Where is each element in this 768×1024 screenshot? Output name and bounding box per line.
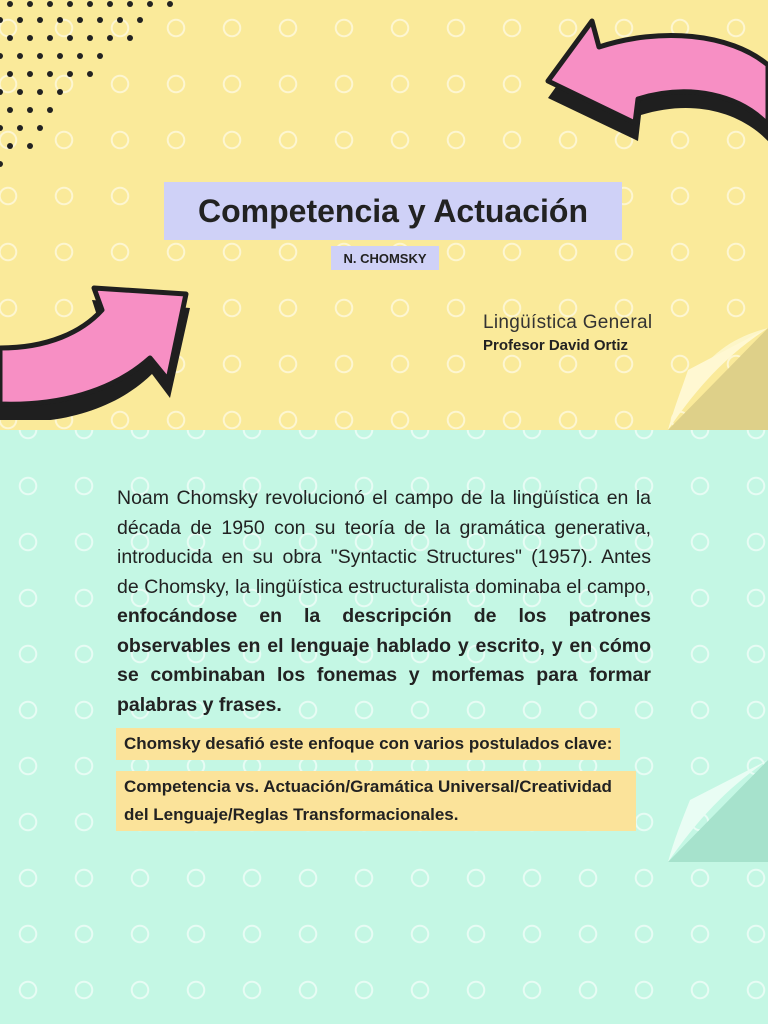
page-title: Competencia y Actuación — [197, 192, 588, 229]
intro-paragraph — [117, 484, 651, 720]
folded-paper-corner-icon — [660, 328, 768, 430]
professor-name: Profesor David Ortiz — [483, 337, 629, 354]
curved-arrow-top-right-icon — [520, 15, 768, 155]
curved-arrow-left-icon — [0, 280, 200, 420]
intro-bold-text: enfocándose en la descripción de los patrones observables en el lenguaje hablado y escrito, y en cómo se combinaban los fonemas y morfemas para formar palabras y frases. — [117, 605, 651, 716]
author-label: N. CHOMSKY — [343, 250, 427, 266]
dot-pattern-decoration — [0, 0, 190, 175]
highlight-key-postulates: Chomsky desafió este enfoque con varios postulados clave: — [116, 728, 620, 760]
content-section — [0, 430, 768, 1024]
course-name: Lingüística General — [483, 312, 653, 333]
title-highlight — [164, 182, 622, 240]
folded-paper-corner-mint-icon — [664, 760, 768, 862]
title-section — [0, 0, 768, 430]
author-badge — [331, 246, 439, 270]
intro-text: Noam Chomsky revolucionó el campo de la lingüística en la década de 1950 con su teoría de la gramática generativa, introducida en su obra "Syntactic Structures" (1957). Antes de Chomsky, la lingüística estructuralista dominaba el campo, — [117, 487, 651, 598]
highlight-postulates-list: Competencia vs. Actuación/Gramática Universal/Creatividad del Lenguaje/Reglas Transformacionales. — [116, 771, 636, 831]
